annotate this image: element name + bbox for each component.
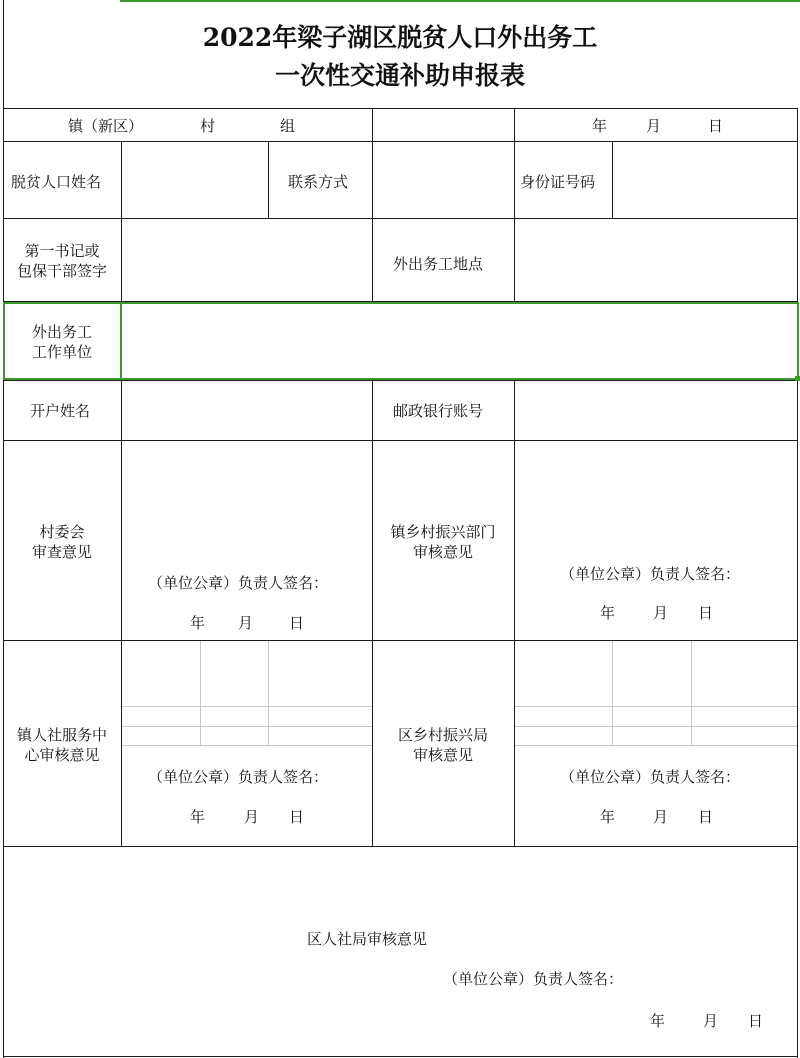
district-revitalization-seal-text: （单位公章）负责人签名：	[560, 768, 741, 786]
town-hr-center-day: 日	[289, 808, 305, 826]
village-label: 村	[200, 117, 216, 135]
village-committee-label-line1: 村委会	[39, 523, 85, 541]
district-hr-bureau-label: 区人社局审核意见	[307, 930, 428, 948]
account-holder-cell[interactable]	[122, 381, 372, 440]
district-hr-bureau-year: 年	[650, 1012, 666, 1030]
district-revitalization-label-line2: 审核意见	[412, 746, 473, 764]
postal-bank-account-label: 邮政银行账号	[393, 402, 484, 420]
signer-label-line2: 包保干部签字	[16, 262, 107, 280]
header-month-label: 月	[646, 117, 662, 135]
town-hr-center-seal-text: （单位公章）负责人签名：	[148, 768, 329, 786]
account-holder-label: 开户姓名	[30, 402, 91, 420]
poverty-person-name-cell[interactable]	[122, 142, 268, 218]
signer-cell[interactable]	[122, 219, 372, 301]
employer-input-cell[interactable]	[120, 302, 799, 380]
header-day-label: 日	[708, 117, 724, 135]
work-location-cell[interactable]	[515, 219, 797, 301]
town-hr-center-label-line2: 心审核意见	[24, 746, 100, 764]
town-hr-center-month: 月	[244, 808, 260, 826]
town-revitalization-label-line2: 审核意见	[412, 543, 473, 561]
employer-label-line1: 外出务工	[31, 323, 92, 341]
town-revitalization-day: 日	[698, 604, 714, 622]
district-hr-bureau-month: 月	[703, 1012, 719, 1030]
poverty-person-name-label: 脱贫人口姓名	[11, 173, 102, 191]
group-label: 组	[280, 117, 296, 135]
district-revitalization-year: 年	[600, 808, 616, 826]
postal-bank-account-cell[interactable]	[515, 381, 797, 440]
village-committee-month: 月	[238, 614, 254, 632]
top-selection-bar	[120, 0, 800, 2]
contact-label: 联系方式	[288, 173, 349, 191]
town-label: 镇（新区）	[68, 117, 144, 135]
form-title-line2: 一次性交通补助申报表	[274, 61, 525, 90]
village-committee-day: 日	[289, 614, 305, 632]
signer-label-line1: 第一书记或	[24, 242, 100, 260]
town-revitalization-seal-text: （单位公章）负责人签名：	[560, 565, 741, 583]
village-committee-label-line2: 审查意见	[31, 543, 92, 561]
employer-label-line2: 工作单位	[31, 343, 92, 361]
id-number-cell[interactable]	[613, 142, 797, 218]
id-number-label: 身份证号码	[520, 173, 596, 191]
work-location-label: 外出务工地点	[393, 255, 484, 273]
town-revitalization-label-line1: 镇乡村振兴部门	[390, 523, 496, 541]
district-hr-bureau-seal-text: （单位公章）负责人签名：	[443, 970, 624, 988]
header-year-label: 年	[592, 117, 608, 135]
village-committee-seal-text: （单位公章）负责人签名：	[148, 574, 329, 592]
district-revitalization-day: 日	[698, 808, 714, 826]
district-revitalization-month: 月	[653, 808, 669, 826]
town-revitalization-month: 月	[653, 604, 669, 622]
town-revitalization-year: 年	[600, 604, 616, 622]
form-title-line1: 2022年梁子湖区脱贫人口外出务工	[202, 23, 598, 52]
village-committee-year: 年	[190, 614, 206, 632]
contact-cell[interactable]	[373, 142, 514, 218]
town-hr-center-year: 年	[190, 808, 206, 826]
town-hr-center-label-line1: 镇人社服务中	[16, 726, 107, 744]
district-revitalization-label-line1: 区乡村振兴局	[397, 726, 488, 744]
district-hr-bureau-day: 日	[748, 1012, 764, 1030]
